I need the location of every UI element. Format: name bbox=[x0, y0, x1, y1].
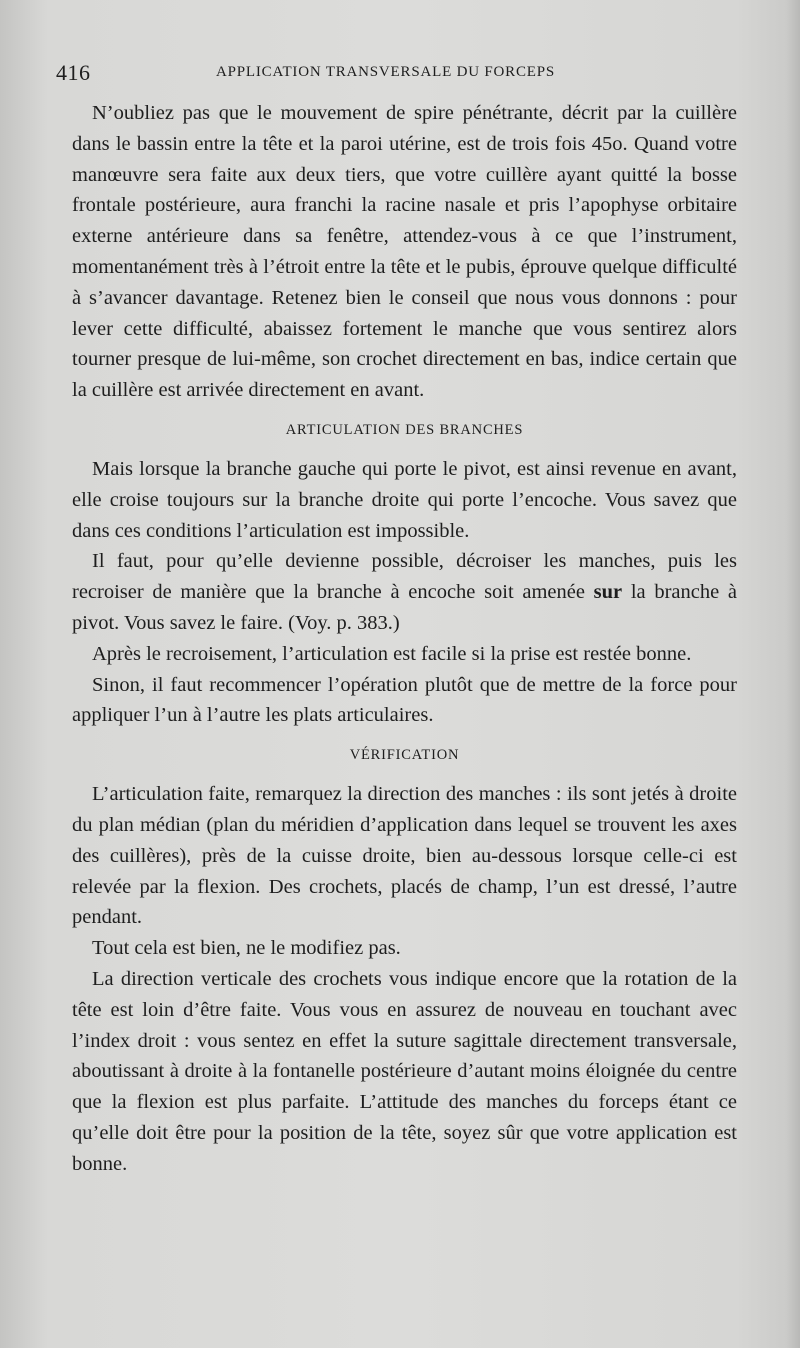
paragraph-5: Sinon, il faut recommencer l’opération plutôt que de mettre de la force pour appliquer l’un à l’autre les plats articulaires. bbox=[72, 673, 737, 727]
paragraph-7: Tout cela est bien, ne le modifiez pas. bbox=[92, 937, 401, 960]
paragraph-3-end: la branche à pivot. Vous savez le faire. (Voy. p. 383.) bbox=[72, 581, 737, 634]
emphasis-word: sur bbox=[593, 581, 623, 604]
paragraph-3 bbox=[72, 546, 737, 638]
body-text bbox=[72, 98, 737, 1180]
paragraph-6: L’articulation faite, remarquez la direction des manches : ils sont jetés à droite du plan médian (plan du méridien d’application dans lequel se trouvent les axes des cuillères), près de la cuisse droite, bien au-dessous lorsque celle-ci est relevée par la flexion. Des crochets, placés de champ, l’un est dressé, l’autre pendant. bbox=[72, 783, 737, 929]
paragraph-1: N’oubliez pas que le mouvement de spire pénétrante, décrit par la cuillère dans le bassin entre la tête et la paroi utérine, est de trois fois 45o. Quand votre manœuvre sera faite aux deux tiers, que votre cuillère ayant quitté la bosse frontale postérieure, aura franchi la racine nasale et pris l’apophyse orbitaire externe antérieure dans sa fenêtre, attendez-vous à ce que l’instrument, momentanément très à l’étroit entre la tête et le pubis, éprouve quelque difficulté à s’avancer davantage. Retenez bien le conseil que nous vous donnons : pour lever cette difficulté, abaissez fortement le manche que vous sentirez alors tourner presque de lui-même, son crochet directement en bas, indice certain que la cuillère est arrivée directement en avant. bbox=[72, 102, 737, 402]
section-title-articulation: ARTICULATION DES BRANCHES bbox=[285, 421, 524, 438]
page-number: 416 bbox=[56, 60, 91, 85]
running-head: APPLICATION TRANSVERSALE DU FORCEPS bbox=[216, 64, 556, 80]
paragraph-2: Mais lorsque la branche gauche qui porte le pivot, est ainsi revenue en avant, elle croise toujours sur la branche droite qui porte l’encoche. Vous savez que dans ces conditions l’articulation est impossible. bbox=[72, 457, 737, 542]
page-header bbox=[56, 60, 746, 90]
page-edge-shadow bbox=[786, 0, 800, 1348]
section-title-verification: VÉRIFICATION bbox=[349, 747, 460, 764]
paragraph-4: Après le recroisement, l’articulation est facile si la prise est restée bonne. bbox=[92, 642, 692, 665]
paragraph-8: La direction verticale des crochets vous indique encore que la rotation de la tête est loin d’être faite. Vous vous en assurez de nouveau en touchant avec l’index droit : vous sentez en effet la suture sagittale directement transversale, aboutissant à droite à la fontanelle postérieure d’autant moins éloignée du centre que la flexion est plus parfaite. L’attitude des manches du forceps étant ce qu’elle doit être pour la position de la tête, soyez sûr que votre application est bonne. bbox=[72, 967, 737, 1175]
paragraph-3-start: Il faut, pour qu’elle devienne possible, décroiser les manches, puis les recroiser de manière que la branche à encoche soit amenée bbox=[72, 550, 737, 604]
